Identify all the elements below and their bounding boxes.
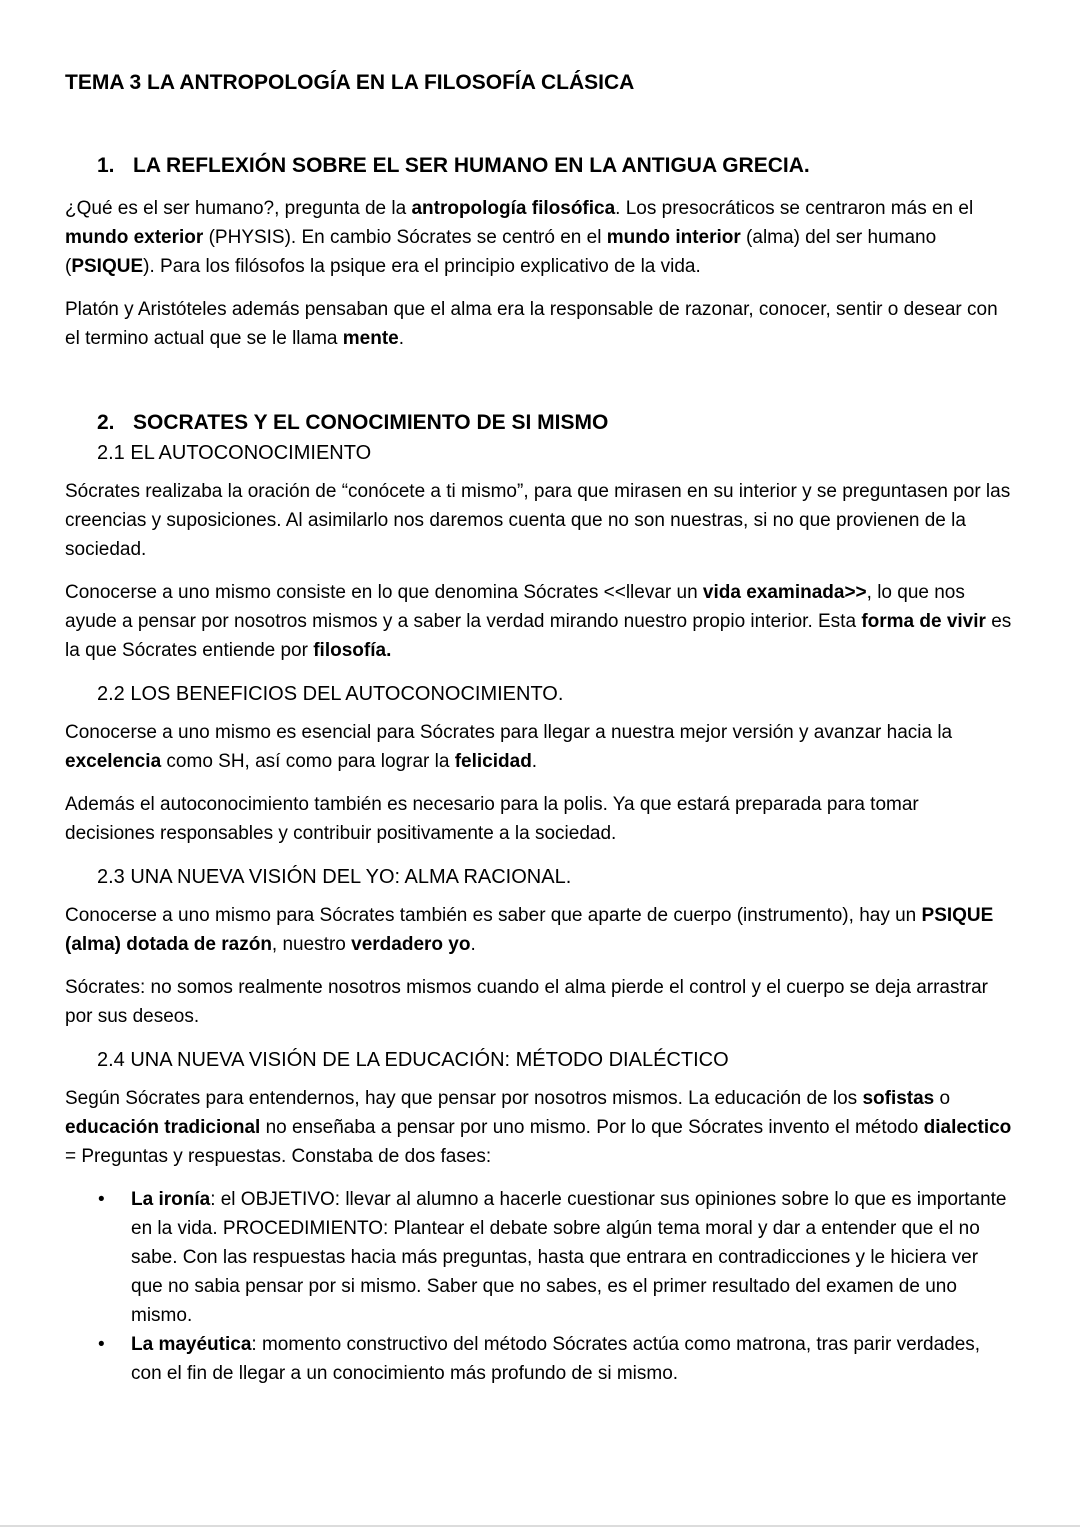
text-segment: Según Sócrates para entendernos, hay que pensar por nosotros mismos. La educación de los (65, 1088, 863, 1109)
bold-text-segment: verdadero yo (351, 934, 471, 955)
paragraph (65, 194, 1013, 281)
bold-text-segment: La ironía (131, 1189, 211, 1210)
text-segment: = Preguntas y respuestas. Constaba de dos fases: (65, 1146, 492, 1167)
text-segment: : momento constructivo del método Sócrates actúa como matrona, tras parir verdades, con el fin de llegar a un conocimiento más profundo de si mismo. (131, 1334, 981, 1384)
bold-text-segment: mundo exterior (65, 227, 204, 248)
text-segment: . (531, 751, 538, 772)
bold-text-segment: PSIQUE (alma) dotada de razón (65, 905, 994, 955)
sub-heading: 2.2 LOS BENEFICIOS DEL AUTOCONOCIMIENTO. (97, 683, 564, 705)
text-segment: . Los presocráticos se centraron más en el (615, 198, 974, 219)
paragraph (65, 790, 1013, 848)
text-segment: como SH, así como para lograr la (161, 751, 455, 772)
bullet-item (65, 1185, 1013, 1330)
paragraph (65, 578, 1013, 665)
text-segment: ¿Qué es el ser humano?, pregunta de la (65, 198, 412, 219)
bold-text-segment: vida examinada>> (702, 582, 867, 603)
text-segment: , lo que nos ayude a pensar por nosotros mismos y a saber la verdad mirando nuestro propio interior. Esta (65, 582, 965, 632)
bold-text-segment: La mayéutica (131, 1334, 252, 1355)
text-segment: Conocerse a uno mismo consiste en lo que denomina Sócrates <<llevar un (65, 582, 703, 603)
bold-text-segment: filosofía. (313, 640, 392, 661)
document-title: TEMA 3 LA ANTROPOLOGÍA EN LA FILOSOFÍA CLÁSICA (65, 71, 635, 94)
bullet-item (65, 1330, 1013, 1388)
text-segment: no enseñaba a pensar por uno mismo. Por lo que Sócrates invento el método (260, 1117, 924, 1138)
paragraph (65, 901, 1013, 959)
bold-text-segment: sofistas (862, 1088, 935, 1109)
paragraph (65, 1084, 1013, 1171)
section-heading (97, 151, 1013, 181)
text-segment: Sócrates: no somos realmente nosotros mismos cuando el alma pierde el control y el cuerpo se deja arrastrar por sus deseos. (65, 977, 988, 1027)
text-segment: : el OBJETIVO: llevar al alumno a hacerle cuestionar sus opiniones sobre lo que es importante en la vida. PROCEDIMIENTO: Plantear el debate sobre algún tema moral y dar a entender que el no sabe. Con las respuestas hacia más preguntas, hasta que entrara en contradicciones y le hiciera ver que no sabia pensar por si mismo. Saber que no sabes, es el primer resultado del examen de uno mismo. (131, 1189, 1007, 1326)
text-segment: . (398, 328, 405, 349)
bullet-text (131, 1185, 1013, 1330)
sub-heading: 2.3 UNA NUEVA VISIÓN DEL YO: ALMA RACIONAL. (97, 866, 572, 888)
bold-text-segment: educación tradicional (65, 1117, 261, 1138)
text-segment: Conocerse a uno mismo es esencial para Sócrates para llegar a nuestra mejor versión y avanzar hacia la (65, 722, 953, 743)
text-segment: ). Para los filósofos la psique era el principio explicativo de la vida. (143, 256, 701, 277)
text-segment: , nuestro (271, 934, 352, 955)
text-segment: Sócrates realizaba la oración de “conócete a ti mismo”, para que mirasen en su interior y se preguntasen por las creencias y suposiciones. Al asimilarlo nos daremos cuenta que no son nuestras, si no que provienen de la sociedad. (65, 481, 1011, 560)
bold-text-segment: excelencia (65, 751, 162, 772)
sub-heading: 2.4 UNA NUEVA VISIÓN DE LA EDUCACIÓN: MÉTODO DIALÉCTICO (97, 1049, 729, 1071)
bold-text-segment: antropología filosófica (411, 198, 616, 219)
bullet-text (131, 1330, 1013, 1388)
section-number: 1. (97, 154, 115, 177)
text-segment: Platón y Aristóteles además pensaban que el alma era la responsable de razonar, conocer, sentir o desear con el termino actual que se le llama (65, 299, 998, 349)
paragraph (65, 477, 1013, 564)
text-segment: Además el autoconocimiento también es necesario para la polis. Ya que estará preparada para tomar decisiones responsables y contribuir positivamente a la sociedad. (65, 794, 919, 844)
bold-text-segment: mente (342, 328, 399, 349)
bold-text-segment: PSIQUE (71, 256, 144, 277)
bullet-icon: • (98, 1334, 105, 1355)
paragraph (65, 718, 1013, 776)
bold-text-segment: dialectico (923, 1117, 1012, 1138)
text-segment: Conocerse a uno mismo para Sócrates también es saber que aparte de cuerpo (instrumento), hay un (65, 905, 922, 926)
sub-heading: 2.1 EL AUTOCONOCIMIENTO (97, 442, 372, 464)
bold-text-segment: forma de vivir (861, 611, 986, 632)
paragraph (65, 973, 1013, 1031)
section-heading-text: LA REFLEXIÓN SOBRE EL SER HUMANO EN LA ANTIGUA GRECIA. (133, 154, 810, 177)
bold-text-segment: mundo interior (606, 227, 741, 248)
text-segment: (alma) del ser humano ( (65, 227, 937, 277)
bullet-icon: • (98, 1189, 105, 1210)
section-heading (97, 408, 1013, 438)
text-segment: . (470, 934, 476, 955)
bold-text-segment: felicidad (454, 751, 532, 772)
section-heading-text: SOCRATES Y EL CONOCIMIENTO DE SI MISMO (133, 411, 609, 434)
text-segment: es la que Sócrates entiende por (65, 611, 1012, 661)
paragraph (65, 295, 1013, 353)
text-segment: o (934, 1088, 951, 1109)
section-number: 2. (97, 411, 115, 434)
document-body (65, 151, 1013, 1388)
text-segment: (PHYSIS). En cambio Sócrates se centró en el (203, 227, 607, 248)
